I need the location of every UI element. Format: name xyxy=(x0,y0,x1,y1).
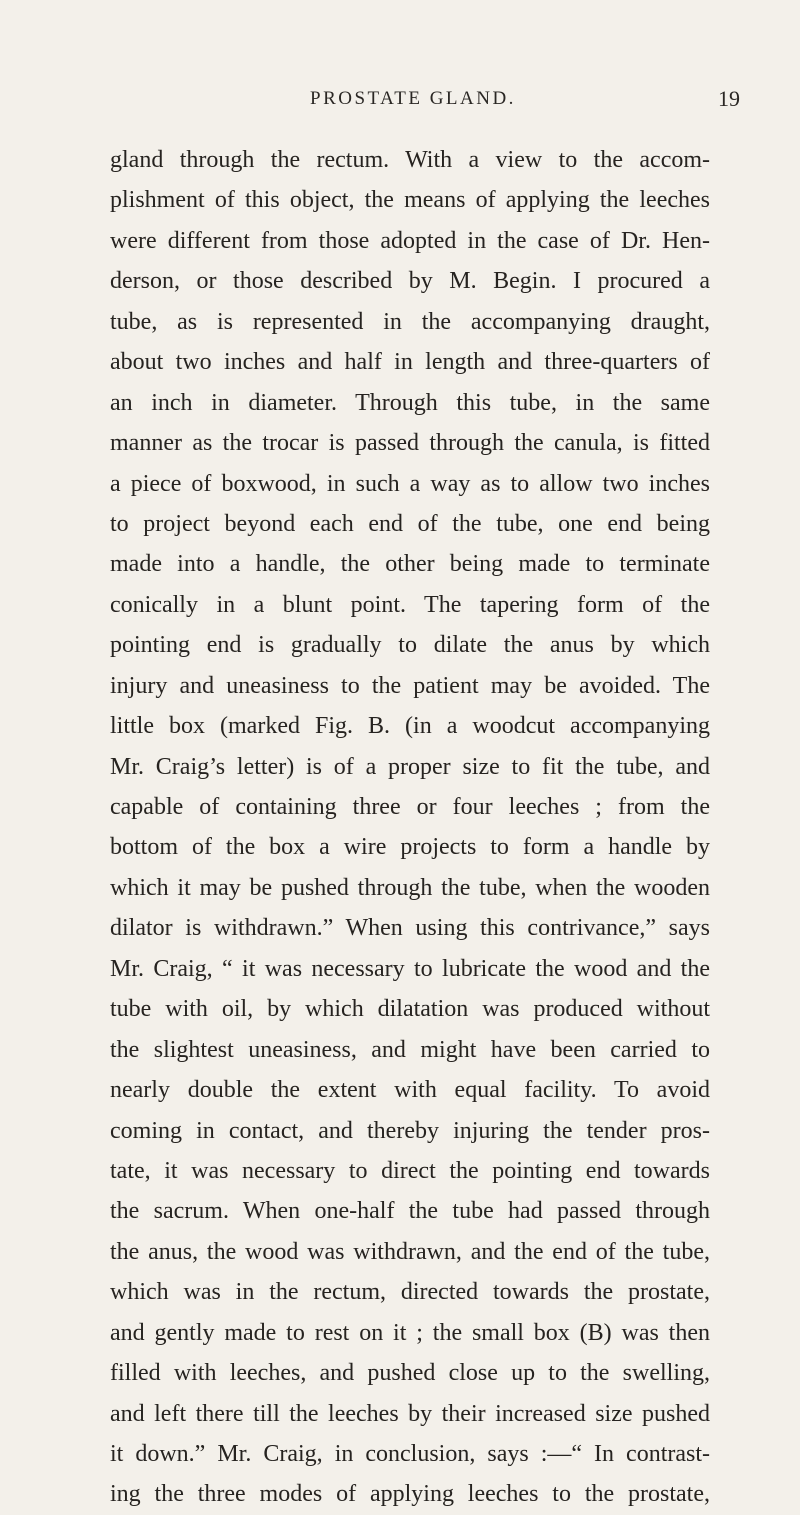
text-line: dilator is withdrawn.” When using this contrivance,” says xyxy=(110,915,710,942)
text-line: the sacrum. When one-half the tube had passed through xyxy=(110,1198,710,1225)
text-line: injury and uneasiness to the patient may be avoided. The xyxy=(110,672,710,699)
text-line: and left there till the leeches by their increased size pushed xyxy=(110,1400,710,1427)
text-line: coming in contact, and thereby injuring the tender pros- xyxy=(110,1117,710,1144)
text-line: were different from those adopted in the case of Dr. Hen- xyxy=(110,227,710,254)
text-line: about two inches and half in length and three-quarters of xyxy=(110,349,710,376)
text-line: Mr. Craig’s letter) is of a proper size to fit the tube, and xyxy=(110,753,710,780)
text-line: which was in the rectum, directed towards the prostate, xyxy=(110,1279,710,1306)
running-title: PROSTATE GLAND. xyxy=(310,88,516,109)
text-line: Mr. Craig, “ it was necessary to lubricate the wood and the xyxy=(110,955,710,982)
text-line: the slightest uneasiness, and might have been carried to xyxy=(110,1036,710,1063)
text-line: capable of containing three or four leeches ; from the xyxy=(110,794,710,820)
text-line: conically in a blunt point. The tapering form of the xyxy=(110,591,710,618)
running-head xyxy=(0,88,800,118)
body-text xyxy=(110,140,710,1515)
text-line: nearly double the extent with equal facility. To avoid xyxy=(110,1077,710,1104)
page-number: 19 xyxy=(718,86,740,111)
text-line: which it may be pushed through the tube, when the wooden xyxy=(110,874,710,901)
text-line: ing the three modes of applying leeches to the prostate, xyxy=(110,1481,710,1508)
text-line: the anus, the wood was withdrawn, and the end of the tube, xyxy=(110,1238,710,1265)
text-line: a piece of boxwood, in such a way as to allow two inches xyxy=(110,470,710,497)
text-line: to project beyond each end of the tube, one end being xyxy=(110,510,710,537)
text-line: manner as the trocar is passed through the canula, is fitted xyxy=(110,430,710,457)
text-line: tube with oil, by which dilatation was produced without xyxy=(110,996,710,1023)
text-line: and gently made to rest on it ; the small box (B) was then xyxy=(110,1319,710,1346)
text-line: pointing end is gradually to dilate the anus by which xyxy=(110,632,710,659)
text-line: derson, or those described by M. Begin. I procured a xyxy=(110,268,710,295)
text-line: bottom of the box a wire projects to form a handle by xyxy=(110,834,710,861)
text-line: made into a handle, the other being made to terminate xyxy=(110,551,710,578)
text-line: it down.” Mr. Craig, in conclusion, says :—“ In contrast- xyxy=(110,1441,710,1467)
text-line: tube, as is represented in the accompanying draught, xyxy=(110,308,710,335)
text-line: an inch in diameter. Through this tube, in the same xyxy=(110,389,710,416)
text-line: gland through the rectum. With a view to the accom- xyxy=(110,147,710,173)
text-line: little box (marked Fig. B. (in a woodcut accompanying xyxy=(110,713,710,740)
text-line: plishment of this object, the means of applying the leeches xyxy=(110,187,710,214)
text-line: tate, it was necessary to direct the pointing end towards xyxy=(110,1157,710,1184)
text-line: filled with leeches, and pushed close up to the swelling, xyxy=(110,1360,710,1387)
